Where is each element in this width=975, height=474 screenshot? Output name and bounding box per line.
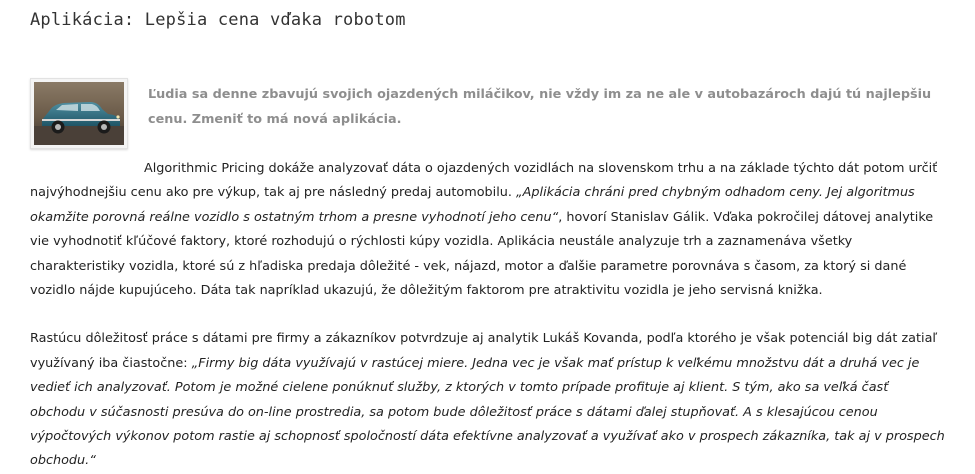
article-paragraph-2	[30, 327, 945, 473]
car-photo-icon	[34, 82, 124, 145]
article	[30, 74, 945, 474]
paragraph-1-quote: „Aplikácia chráni pred chybným odhadom ceny. Jej algoritmus okamžite porovná reálne vozidlo s ostatným trhom a presne vyhodnotí jeho cenu“	[30, 185, 915, 225]
article-paragraph-1	[30, 157, 945, 303]
paragraph-1-text-b: , hovorí Stanislav Gálik. Vďaka pokročilej dátovej analytike vie vyhodnotiť kľúčové faktory, ktoré rozhodujú o rýchlosti kúpy vozidla. Aplikácia neustále analyzuje trh a zaznamenáva všetky charakteristiky vozidla, ktoré sú z hľadiska predaja dôležité - vek, nájazd, motor a ďalšie parametre porovnáva s časom, za ktorý si dané vozidlo nájde kupujúceho. Dáta tak napríklad ukazujú, že dôležitým faktorom pre atraktivitu vozidla je jeho servisná knižka.	[30, 209, 934, 299]
paragraph-2-text-a: Rastúcu dôležitosť práce s dátami pre firmy a zákazníkov potvrdzuje aj analytik Lukáš Kovanda, podľa ktorého je však potenciál big dát zatiaľ využívaný iba čiastočne:	[30, 331, 938, 371]
page-title: Aplikácia: Lepšia cena vďaka robotom	[30, 10, 406, 30]
paragraph-1-text-a: Algorithmic Pricing dokáže analyzovať dáta o ojazdených vozidlách na slovenskom trhu a na základe týchto dát potom určiť najvýhodnejšiu cenu ako pre výkup, tak aj pre následný predaj automobilu.	[30, 161, 938, 201]
paragraph-2-quote: „Firmy big dáta využívajú v rastúcej miere. Jedna vec je však mať prístup k veľkému množstvu dát a druhá vec je vedieť ich analyzovať. Potom je možné cielene ponúknuť služby, z ktorých v tomto prípade profituje aj klient. S tým, ako sa veľká časť obchodu v súčasnosti presúva do on-line prostredia, sa potom bude dôležitosť práce s dátami ďalej stupňovať. A s klesajúcou cenou výpočtových výkonov potom rastie aj schopnosť spoločností dáta efektívne analyzovať a využívať ako v prospech zákazníka, tak aj v prospech obchodu.“	[30, 355, 945, 469]
article-thumbnail[interactable]	[30, 78, 128, 149]
article-lead: Ľudia sa denne zbavujú svojich ojazdených miláčikov, nie vždy im za ne ale v autobazároch dajú tú najlepšiu cenu. Zmeniť to má nová aplikácia.	[148, 87, 932, 127]
